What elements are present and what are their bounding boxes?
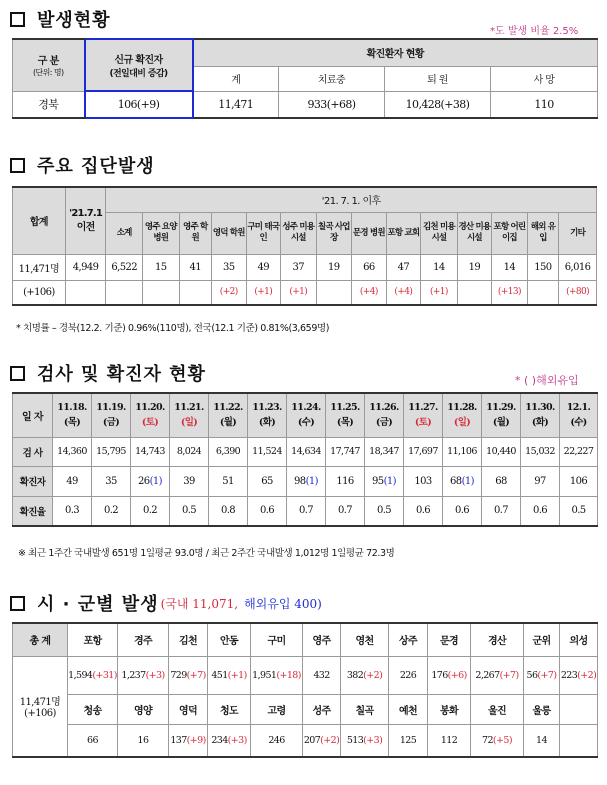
checkbox-square-icon [10, 158, 25, 173]
cluster-value: 35 [211, 254, 246, 280]
test-value: 14,360 [53, 437, 92, 466]
area-header-label: 구 분 [37, 56, 59, 68]
cluster-value: 19 [316, 254, 352, 280]
city-value: 432 [313, 669, 330, 681]
city-value: 382 [346, 669, 364, 681]
cluster-col-header: 포항 교회 [386, 212, 421, 254]
city-value: 66 [87, 734, 98, 746]
confirmed-cell [326, 466, 365, 496]
cluster-col-header: 기타 [559, 212, 597, 254]
rate-value: 0.6 [443, 496, 482, 526]
day-label: (금) [102, 417, 120, 429]
city-change: (+18) [276, 669, 301, 681]
date-cell [560, 393, 598, 437]
confirmed-abroad: (1) [461, 475, 474, 487]
city-change: (+3) [145, 669, 165, 681]
city-name: 영덕 [169, 694, 208, 724]
date-cell [92, 393, 131, 437]
after-header: '21. 7. 1. 이후 [106, 187, 597, 212]
date-label: 11.28. [447, 402, 477, 414]
city-value-cell [68, 724, 118, 757]
test-value: 14,634 [287, 437, 326, 466]
date-cell [170, 393, 209, 437]
incidence-note: *도 발생 비율 2.5% [490, 26, 579, 37]
confirmed-cell [521, 466, 560, 496]
cluster-change [179, 280, 211, 305]
confirmed-value: 35 [105, 475, 117, 487]
unit-label: (단위: 명) [33, 68, 64, 78]
cluster-change [106, 280, 143, 305]
city-value: 72 [482, 734, 493, 746]
col-treating: 치료중 [279, 66, 385, 91]
day-label: (수) [570, 417, 587, 429]
confirmed-row-label: 확진자 [13, 466, 53, 496]
confirmed-cell [443, 466, 482, 496]
date-cell [248, 393, 287, 437]
city-name: 청송 [68, 694, 118, 724]
city-value-cell [208, 724, 251, 757]
rate-value: 0.6 [521, 496, 560, 526]
date-cell [326, 393, 365, 437]
city-value: 223 [560, 669, 578, 681]
city-change: (+31) [92, 669, 117, 681]
confirmed-value: 106 [569, 475, 588, 487]
city-name: 영양 [118, 694, 169, 724]
city-change: (+1) [227, 669, 247, 681]
city-value-cell [524, 656, 560, 694]
city-value: 1,951 [252, 669, 277, 681]
city-name: 영천 [341, 623, 389, 656]
day-label: (목) [63, 417, 81, 429]
city-name: 예천 [389, 694, 428, 724]
test-value: 6,390 [209, 437, 248, 466]
rate-value: 0.8 [209, 496, 248, 526]
city-change: (+6) [447, 669, 467, 681]
city-name: 청도 [208, 694, 251, 724]
cluster-change [142, 280, 179, 305]
cluster-change [457, 280, 492, 305]
city-table [12, 622, 598, 758]
city-name: 고령 [251, 694, 303, 724]
cluster-col-header: 소계 [106, 212, 143, 254]
city-value: 112 [440, 734, 458, 746]
test-value: 14,743 [131, 437, 170, 466]
city-name: 안동 [208, 623, 251, 656]
day-label: (일) [453, 417, 471, 429]
rate-value: 0.5 [170, 496, 209, 526]
new-cases-value: 106(+9) [85, 91, 193, 118]
test-row-label: 검 사 [13, 437, 53, 466]
confirmed-status-header: 확진환자 현황 [193, 39, 598, 66]
city-value-cell [471, 656, 524, 694]
row-gyeongbuk: 경북 [13, 91, 85, 118]
test-value: 17,747 [326, 437, 365, 466]
abroad-subtitle: 해외유입 400) [244, 596, 322, 611]
date-label: 11.22. [213, 402, 243, 414]
city-total-change: (+106) [24, 708, 56, 720]
confirmed-cell [170, 466, 209, 496]
city-name: 김천 [169, 623, 208, 656]
test-value: 11,106 [443, 437, 482, 466]
cluster-value: 150 [527, 254, 558, 280]
city-value-cell [68, 656, 118, 694]
cluster-value: 6,522 [106, 254, 143, 280]
city-value: 207 [303, 734, 321, 746]
section-2-header [10, 152, 155, 178]
date-cell [365, 393, 404, 437]
confirmed-cell [53, 466, 92, 496]
confirmed-value: 49 [66, 475, 78, 487]
cluster-col-header: 영주 학원 [179, 212, 211, 254]
city-value: 2,267 [475, 669, 500, 681]
section-3-header [10, 360, 206, 386]
rate-value: 0.6 [248, 496, 287, 526]
date-label: 11.21. [174, 402, 204, 414]
city-total-cell [13, 656, 68, 757]
test-value: 8,024 [170, 437, 209, 466]
date-cell [209, 393, 248, 437]
cluster-col-header: 김천 미용시설 [421, 212, 458, 254]
cluster-value: 14 [492, 254, 528, 280]
cluster-value: 15 [142, 254, 179, 280]
section-1-header [10, 6, 111, 32]
confirmed-cell [131, 466, 170, 496]
day-label: (일) [180, 417, 198, 429]
cluster-total-value: 11,471명 [13, 254, 66, 280]
day-label: (월) [219, 417, 237, 429]
confirmed-cell [248, 466, 287, 496]
confirmed-value: 26 [138, 475, 150, 487]
city-value-cell [428, 724, 471, 757]
cluster-change: (+13) [492, 280, 528, 305]
fatality-footnote: * 치명률 – 경북(12.2. 기준) 0.96%(110명), 전국(12.1 기준) 0.81%(3,659명) [16, 323, 330, 334]
city-name: 울진 [471, 694, 524, 724]
city-change: (+3) [363, 734, 383, 746]
section-4-header [10, 590, 322, 616]
confirmed-abroad: (1) [149, 475, 162, 487]
confirmed-cell [209, 466, 248, 496]
cluster-value: 41 [179, 254, 211, 280]
cluster-col-header: 포항 어린이집 [492, 212, 528, 254]
city-value: 125 [399, 734, 417, 746]
cluster-value: 19 [457, 254, 492, 280]
city-change: (+7) [499, 669, 519, 681]
city-name: 군위 [524, 623, 560, 656]
cluster-change: (+4) [386, 280, 421, 305]
confirmed-cell [560, 466, 598, 496]
city-change: (+3) [227, 734, 247, 746]
city-name: 의성 [560, 623, 598, 656]
domestic-subtitle: (국내 11,071, [160, 596, 239, 611]
date-cell [443, 393, 482, 437]
cluster-col-header: 영덕 학원 [211, 212, 246, 254]
checkbox-square-icon [10, 12, 25, 27]
cluster-change: (+1) [281, 280, 317, 305]
confirmed-value: 68 [450, 475, 462, 487]
empty-cell [560, 724, 598, 757]
col-total: 계 [193, 66, 279, 91]
city-value-cell [524, 724, 560, 757]
weekly-footnote: ※ 최근 1주간 국내발생 651명 1일평균 93.0명 / 최근 2주간 국내발생 1,012명 1일평균 72.3명 [18, 548, 395, 559]
cluster-change: (+1) [421, 280, 458, 305]
city-value-cell [303, 724, 341, 757]
city-value-cell [251, 724, 303, 757]
city-value-cell [118, 656, 169, 694]
date-label: 11.29. [486, 402, 516, 414]
city-change: (+2) [577, 669, 597, 681]
cluster-col-header: 성주 미용시설 [281, 212, 317, 254]
city-change: (+7) [186, 669, 206, 681]
date-label: 11.24. [291, 402, 321, 414]
date-cell [131, 393, 170, 437]
city-value-cell [341, 724, 389, 757]
city-value: 729 [170, 669, 187, 681]
new-cases-sub: (전일대비 증감) [109, 69, 168, 79]
confirmed-cell [404, 466, 443, 496]
city-name: 구미 [251, 623, 303, 656]
city-name: 울릉 [524, 694, 560, 724]
cluster-change [316, 280, 352, 305]
section-2-title: 주요 집단발생 [37, 156, 155, 177]
day-label: (금) [375, 417, 393, 429]
cluster-value: 37 [281, 254, 317, 280]
date-label: 11.30. [525, 402, 555, 414]
cluster-change: (+2) [211, 280, 246, 305]
section-1-title: 발생현황 [37, 10, 111, 31]
city-value: 56 [526, 669, 538, 681]
date-header: 일 자 [13, 393, 53, 437]
discharged-value: 10,428(+38) [385, 91, 491, 118]
city-value-cell [389, 724, 428, 757]
date-label: 11.19. [96, 402, 126, 414]
city-value-cell [169, 724, 208, 757]
confirmed-abroad: (1) [383, 475, 396, 487]
rate-value: 0.5 [560, 496, 598, 526]
cluster-value: 49 [246, 254, 281, 280]
cluster-change [527, 280, 558, 305]
date-cell [482, 393, 521, 437]
city-value-cell [251, 656, 303, 694]
section-4-title: 시 · 군별 발생 [37, 594, 159, 615]
confirmed-value: 95 [372, 475, 384, 487]
cluster-col-header: 경산 미용시설 [457, 212, 492, 254]
confirmed-value: 65 [261, 475, 273, 487]
city-change: (+2) [320, 734, 340, 746]
city-value: 14 [536, 734, 547, 746]
confirmed-value: 51 [222, 475, 234, 487]
empty-cell [560, 694, 598, 724]
rate-value: 0.7 [326, 496, 365, 526]
city-change: (+5) [492, 734, 512, 746]
day-label: (화) [258, 417, 276, 429]
confirmed-cell [287, 466, 326, 496]
deaths-value: 110 [491, 91, 598, 118]
checkbox-square-icon [10, 366, 25, 381]
city-value: 1,594 [68, 669, 93, 681]
city-name: 상주 [389, 623, 428, 656]
cluster-value: 14 [421, 254, 458, 280]
city-value-cell [389, 656, 428, 694]
city-total-header: 총 계 [13, 623, 68, 656]
before-value: 4,949 [65, 254, 106, 280]
test-table [12, 392, 598, 527]
date-label: 11.27. [408, 402, 438, 414]
date-label: 11.18. [57, 402, 87, 414]
date-label: 12.1. [566, 402, 591, 414]
cluster-col-header: 칠곡 사업장 [316, 212, 352, 254]
city-name: 칠곡 [341, 694, 389, 724]
city-name: 성주 [303, 694, 341, 724]
city-value-cell [560, 656, 598, 694]
confirmed-value: 98 [294, 475, 306, 487]
day-label: (월) [492, 417, 510, 429]
cluster-table [12, 186, 597, 306]
confirmed-cell [365, 466, 404, 496]
rate-value: 0.2 [131, 496, 170, 526]
city-value: 234 [211, 734, 228, 746]
before-change [65, 280, 106, 305]
day-label: (목) [336, 417, 354, 429]
city-value: 226 [399, 669, 417, 681]
city-value: 137 [170, 734, 187, 746]
rate-row-label: 확진율 [13, 496, 53, 526]
cluster-value: 47 [386, 254, 421, 280]
cluster-change: (+4) [352, 280, 387, 305]
rate-value: 0.7 [287, 496, 326, 526]
test-value: 18,347 [365, 437, 404, 466]
city-name: 포항 [68, 623, 118, 656]
date-cell [53, 393, 92, 437]
cluster-col-header: 영주 요양병원 [142, 212, 179, 254]
city-value: 1,237 [121, 669, 146, 681]
day-label: (수) [297, 417, 315, 429]
city-change: (+2) [363, 669, 383, 681]
test-value: 10,440 [482, 437, 521, 466]
city-name: 영주 [303, 623, 341, 656]
before-header: '21.7.1 이전 [65, 187, 106, 254]
test-value: 22,227 [560, 437, 598, 466]
cluster-col-header: 구미 태국인 [246, 212, 281, 254]
section-3-title: 검사 및 확진자 현황 [37, 364, 206, 385]
cluster-total-change: (+106) [13, 280, 66, 305]
day-label: (토) [141, 417, 159, 429]
city-value: 246 [268, 734, 285, 746]
city-value: 16 [137, 734, 149, 746]
abroad-note: * ( )해외유입 [515, 374, 579, 387]
confirmed-abroad: (1) [305, 475, 318, 487]
confirmed-value: 103 [414, 475, 432, 487]
city-value-cell [169, 656, 208, 694]
city-change: (+7) [537, 669, 557, 681]
date-cell [404, 393, 443, 437]
cluster-change: (+1) [246, 280, 281, 305]
confirmed-cell [92, 466, 131, 496]
test-value: 17,697 [404, 437, 443, 466]
cluster-value: 66 [352, 254, 387, 280]
city-name: 경주 [118, 623, 169, 656]
treating-value: 933(+68) [279, 91, 385, 118]
day-label: (토) [414, 417, 432, 429]
date-cell [521, 393, 560, 437]
city-value-cell [341, 656, 389, 694]
city-value: 513 [346, 734, 364, 746]
date-label: 11.25. [330, 402, 360, 414]
col-deaths: 사 망 [491, 66, 598, 91]
rate-value: 0.6 [404, 496, 443, 526]
date-label: 11.26. [369, 402, 399, 414]
city-value-cell [303, 656, 341, 694]
confirmed-value: 116 [336, 475, 354, 487]
day-label: (화) [531, 417, 549, 429]
cluster-change: (+80) [559, 280, 597, 305]
city-total-value: 11,471명 [19, 697, 61, 709]
checkbox-square-icon [10, 596, 25, 611]
city-value: 451 [211, 669, 228, 681]
confirmed-cell [482, 466, 521, 496]
test-value: 11,524 [248, 437, 287, 466]
date-label: 11.20. [135, 402, 165, 414]
city-value-cell [471, 724, 524, 757]
new-cases-label: 신규 확진자 [114, 55, 163, 66]
rate-value: 0.3 [53, 496, 92, 526]
rate-value: 0.5 [365, 496, 404, 526]
confirmed-value: 39 [183, 475, 195, 487]
city-value-cell [118, 724, 169, 757]
city-name: 문경 [428, 623, 471, 656]
test-value: 15,795 [92, 437, 131, 466]
col-discharged: 퇴 원 [385, 66, 491, 91]
cluster-total-header: 합계 [13, 187, 66, 254]
area-header [13, 39, 85, 91]
date-cell [287, 393, 326, 437]
cluster-col-header: 문경 병원 [352, 212, 387, 254]
status-table [12, 38, 598, 119]
test-value: 15,032 [521, 437, 560, 466]
rate-value: 0.7 [482, 496, 521, 526]
new-cases-header [85, 39, 193, 91]
city-value-cell [428, 656, 471, 694]
date-label: 11.23. [252, 402, 282, 414]
city-name: 봉화 [428, 694, 471, 724]
confirmed-value: 68 [495, 475, 507, 487]
rate-value: 0.2 [92, 496, 131, 526]
city-change: (+9) [186, 734, 206, 746]
city-value: 176 [431, 669, 448, 681]
total-value: 11,471 [193, 91, 279, 118]
cluster-col-header: 해외 유입 [527, 212, 558, 254]
city-name: 경산 [471, 623, 524, 656]
city-value-cell [208, 656, 251, 694]
confirmed-value: 97 [534, 475, 546, 487]
cluster-value: 6,016 [559, 254, 597, 280]
